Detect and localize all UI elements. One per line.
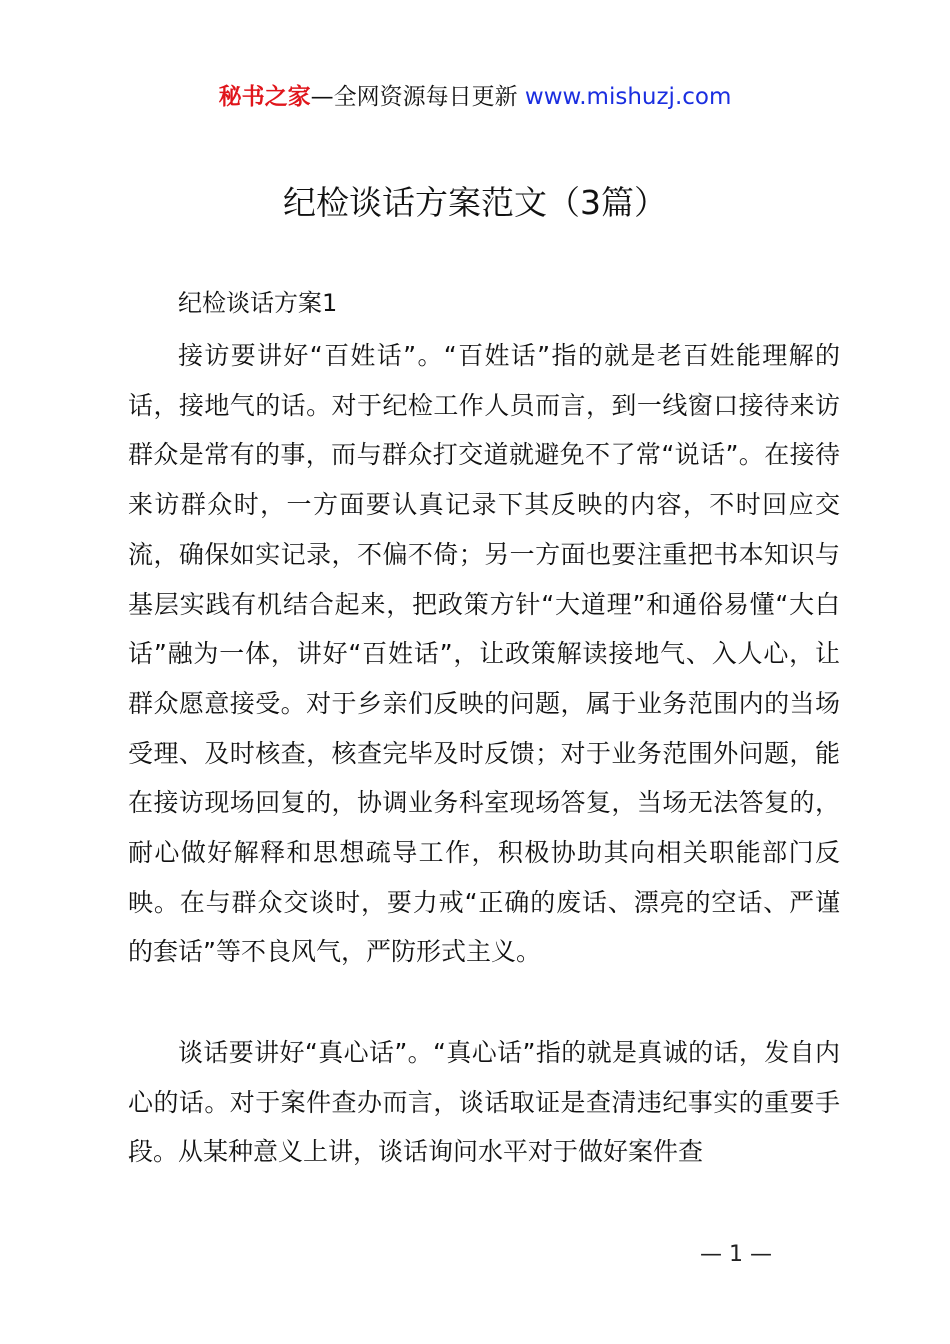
body-paragraph-1: 接访要讲好“百姓话”。“百姓话”指的就是老百姓能理解的话，接地气的话。对于纪检工作人员而言，到一线窗口接待来访群众是常有的事，而与群众打交道就避免不了常“说话”。在接待来访群众时，一方面要认真记录下其反映的内容，不时回应交流，确保如实记录，不偏不倚；另一方面也要注重把书本知识与基层实践有机结合起来，把政策方针“大道理”和通俗易懂“大白话”融为一体，讲好“百姓话”，让政策解读接地气、入人心，让群众愿意接受。对于乡亲们反映的问题，属于业务范围内的当场受理、及时核查，核查完毕及时反馈；对于业务范围外问题，能在接访现场回复的，协调业务科室现场答复，当场无法答复的，耐心做好解释和思想疏导工作，积极协助其向相关职能部门反映。在与群众交谈时，要力戒“正确的废话、漂亮的空话、严谨的套话”等不良风气，严防形式主义。 <box>128 341 840 967</box>
section-heading: 纪检谈话方案1 <box>178 289 338 317</box>
site-header <box>0 82 950 112</box>
site-tagline: —全网资源每日更新 <box>310 84 518 110</box>
site-name: 秘书之家 <box>218 84 311 110</box>
page-number: — 1 — <box>700 1242 772 1267</box>
document-title: 纪检谈话方案范文（3篇） <box>283 183 667 222</box>
site-url-link[interactable]: www.mishuzj.com <box>524 84 732 110</box>
body-paragraph-2: 谈话要讲好“真心话”。“真心话”指的就是真诚的话，发自内心的话。对于案件查办而言，谈话取证是查清违纪事实的重要手段。从某种意义上讲，谈话询问水平对于做好案件查 <box>128 1038 840 1167</box>
